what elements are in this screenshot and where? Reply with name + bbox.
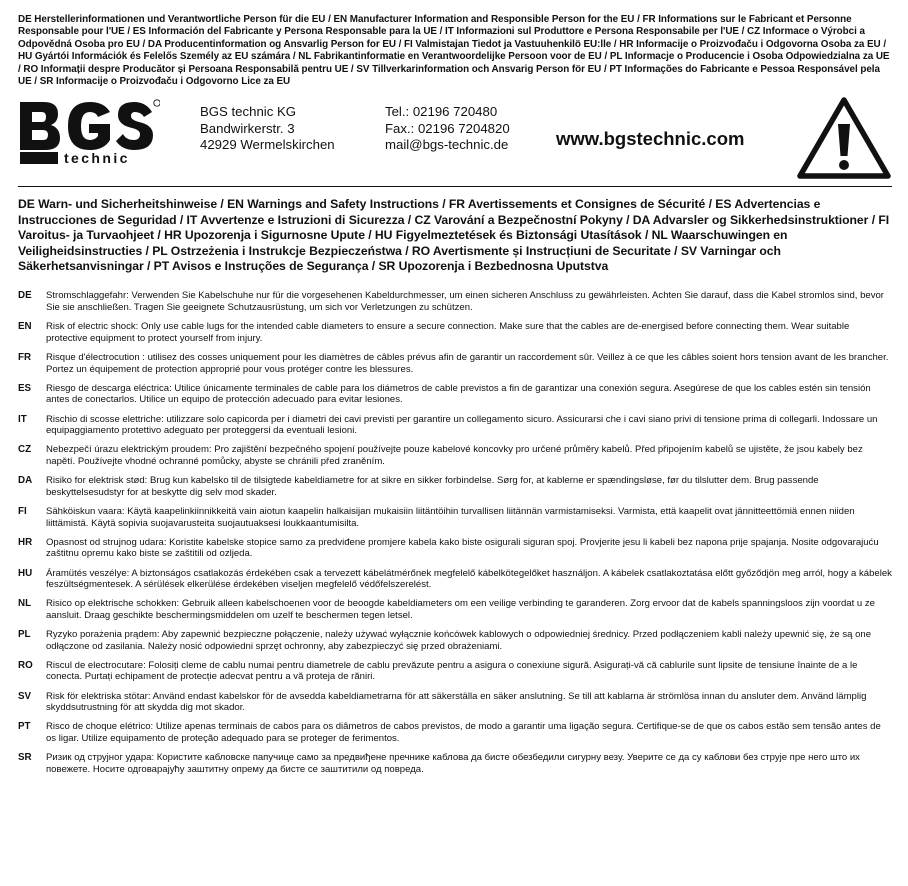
language-code: FI xyxy=(18,505,27,517)
warning-item xyxy=(18,414,892,437)
warning-item xyxy=(18,691,892,714)
language-code: NL xyxy=(18,598,32,610)
email-address: mail@bgs-technic.de xyxy=(385,137,509,153)
warning-item xyxy=(18,598,892,621)
phone-number: Tel.: 02196 720480 xyxy=(385,104,498,120)
warning-text: Risk för elektriska stötar: Använd endast kabelskor för de avsedda kabeldiametrarna för att säkerställa en säker anslutning. Se till att kablarna är strömlösa innan du ansluter dem. Använd lämplig skyddsutrustning för att skydda dig mot skador. xyxy=(46,690,867,714)
warning-item xyxy=(18,475,892,498)
warning-text: Risque d'électrocution : utilisez des cosses uniquement pour les diamètres de câbles prévus afin de garantir un raccordement sûr. Veillez à ce que les câbles soient hors tension avant de les brancher. Portez un équipement de protection approprié pour vous protéger contre les blessures. xyxy=(46,352,889,375)
warning-item xyxy=(18,383,892,406)
language-code: SR xyxy=(18,752,32,764)
warning-text: Risk of electric shock: Only use cable lugs for the intended cable diameters to ensure a secure connection. Make sure that the cables are de-energised before connecting them. Wear suitable protective equipment to protect yourself from injury. xyxy=(46,321,850,344)
warning-triangle-icon xyxy=(796,96,892,180)
language-code: ES xyxy=(18,382,32,394)
language-code: SV xyxy=(18,690,32,702)
warning-item xyxy=(18,629,892,652)
warning-text: Risiko for elektrisk stød: Brug kun kabelsko til de tilsigtede kabeldiametre for at sikre en sikker forbindelse. Sørg for, at kablerne er spændingsløse, før du tilslutter dem. Brug passende beskyttelsesudstyr for at beskytte dig selv mod skader. xyxy=(46,475,819,498)
warning-text: Opasnost od strujnog udara: Koristite kabelske stopice samo za predviđene promjere kabela kako biste osigurali siguran spoj. Provjerite jesu li kabeli bez napona prije spajanja. Nosite odgovarajuću zaštitnu opremu kako biste se zaštitili od ozljeda. xyxy=(46,536,879,560)
bgs-technic-logo xyxy=(18,98,160,164)
language-code: DA xyxy=(18,475,33,487)
warning-item xyxy=(18,444,892,467)
warning-item xyxy=(18,537,892,560)
company-name: BGS technic KG xyxy=(200,104,297,120)
warning-item xyxy=(18,321,892,344)
warning-item xyxy=(18,721,892,744)
website-url: www.bgstechnic.com xyxy=(556,128,745,150)
warning-text: Nebezpečí úrazu elektrickým proudem: Pro zajištění bezpečného spojení používejte pouze kabelové koncovky pro určené průměry kabelů. Před připojením kabelů se ujistěte, že jsou kabely bez napětí. Používejte vhodné ochranné pomůcky, abyste se chránili před zraněním. xyxy=(46,444,863,467)
manufacturer-info-heading: DE Herstellerinformationen und Verantwortliche Person für die EU / EN Manufacturer Information and Responsible Person for the EU / FR Informations sur le Fabricant et Personne Responsable pour l'UE / ES Información del Fabricante y Persona Responsable para la UE / IT Informazioni sul Produttore e Persona Responsabile per l'UE / CZ Informace o Výrobci a Odpovědná Osoba pro EU / DA Producentinformation og Ansvarlig Person for EU / FI Valmistajan Tiedot ja Vastuuhenkilö EU:lle / HR Informacije o Proizvođaču i Odgovorna Osoba za EU / HU Gyártói Információk és Felelős Személy az EU számára / NL Fabrikantinformatie en Verantwoordelijke Persoon voor de EU / PL Informacje o Producencie i Osoba Odpowiedzialna za UE / RO Informații despre Producător și Persoana Responsabilă pentru UE / SV Tillverkarinformation och Ansvarig Person för EU / PT Informações do Fabricante e Pessoa Responsável pela UE / SR Informacije o Proizvođaču i Odgovorno Lice za EU xyxy=(18,14,890,88)
language-code: RO xyxy=(18,659,33,671)
warning-text: Rischio di scosse elettriche: utilizzare solo capicorda per i diametri dei cavi previsti per garantire un collegamento sicuro. Assicurarsi che i cavi siano privi di tensione prima di collegarli. Indossare un equipaggiamento protettivo adeguato per proteggersi da eventuali lesioni. xyxy=(46,413,878,437)
warning-item xyxy=(18,352,892,375)
company-street: Bandwirkerstr. 3 xyxy=(200,120,295,136)
warning-item xyxy=(18,506,892,529)
language-code: PT xyxy=(18,721,31,733)
warning-text: Sähköiskun vaara: Käytä kaapelinkiinnikkeitä vain aiotun kaapelin halkaisijan mukaisiin liitäntöihin turvallisen liitännän varmistamiseksi. Varmista, että kaapelit ovat jännitteettömiä ennen niiden liittämistä. Käytä sopivia suojavarusteita suojautuaksesi loukkaantumisilta. xyxy=(46,505,855,529)
logo-wordmark: technic xyxy=(64,150,130,165)
warning-item xyxy=(18,660,892,683)
language-code: DE xyxy=(18,290,32,302)
warning-text: Riscul de electrocutare: Folosiți cleme de cablu numai pentru diametrele de cablu prevăzute pentru a asigura o conexiune sigură. Asigurați-vă că cablurile sunt lipsite de tensiune înainte de a le conecta. Purtați echipament de protecție adecvat pentru a vă proteja de răniri. xyxy=(46,659,858,683)
language-code: HR xyxy=(18,536,33,548)
warnings-list xyxy=(18,290,892,775)
fax-number: Fax.: 02196 7204820 xyxy=(385,120,510,136)
company-header xyxy=(18,96,892,174)
warning-item xyxy=(18,568,892,591)
warning-text: Áramütés veszélye: A biztonságos csatlakozás érdekében csak a tervezett kábelátmérőnek megfelelő kábelkötegelőket használjon. A kábelek csatlakoztatása előtt győződjön meg arról, hogy a kábelek feszültségmentesek. A sérülések elkerülése érdekében viseljen megfelelő védőfelszerelést. xyxy=(46,567,892,591)
company-address xyxy=(200,104,335,153)
language-code: HU xyxy=(18,567,33,579)
warning-text: Stromschlaggefahr: Verwenden Sie Kabelschuhe nur für die vorgesehenen Kabeldurchmesser, um einen sicheren Anschluss zu gewährleisten. Achten Sie darauf, dass die Kabel stromlos sind, bevor Sie sie anschließen. Tragen Sie geeignete Schutzausrüstung, um sich vor Verletzungen zu schützen. xyxy=(46,290,884,314)
warning-text: Ryzyko porażenia prądem: Aby zapewnić bezpieczne połączenie, należy używać wyłącznie końcówek kablowych o odpowiedniej średnicy. Przed podłączeniem kabli należy upewnić się, że są one odłączone od zasilania. Należy nosić odpowiedni sprzęt ochronny, aby zabezpieczyć się przed obrażeniami. xyxy=(46,629,872,652)
section-divider xyxy=(18,186,892,187)
warnings-heading: DE Warn- und Sicherheitshinweise / EN Warnings and Safety Instructions / FR Avertissements et Consignes de Sécurité / ES Advertencias e Instrucciones de Seguridad / IT Avvertenze e Istruzioni di Sicurezza / CZ Varování a Bezpečnostní Pokyny / DA Advarsler og Sikkerhedsinstruktioner / FI Varoitus- ja Turvaohjeet / HR Upozorenja i Sigurnosne Upute / HU Figyelmeztetések és Biztonsági Utasítások / NL Waarschuwingen en Veiligheidsinstructies / PL Ostrzeżenia i Instrukcje Bezpieczeństwa / RO Avertismente și Instrucțiuni de Securitate / SV Varningar och Säkerhetsanvisningar / PT Avisos e Instruções de Segurança / SR Upozorenja i Bezbednosna Uputstva xyxy=(18,197,890,274)
warning-text: Risco de choque elétrico: Utilize apenas terminais de cabos para os diâmetros de cabos previstos, de modo a garantir uma ligação segura. Certifique-se de que os cabos estão sem tensão antes de os ligar. Utilize equipamento de proteção adequado para se proteger de ferimentos. xyxy=(46,721,881,744)
warning-text: Risico op elektrische schokken: Gebruik alleen kabelschoenen voor de beoogde kabeldiameters om een veilige verbinding te garanderen. Zorg ervoor dat de kabels spanningsloos zijn voordat u ze aansluit. Draag geschikte beschermingsmiddelen om uzelf te beschermen tegen letsel. xyxy=(46,598,875,621)
document-page xyxy=(18,14,892,783)
language-code: FR xyxy=(18,352,32,364)
warning-item xyxy=(18,290,892,313)
language-code: PL xyxy=(18,629,31,641)
language-code: IT xyxy=(18,413,27,425)
warning-text: Ризик од струјног удара: Користите кабловске папучице само за предвиђене пречнике каблова да бисте обезбедили сигурну везу. Уверите се да су каблови без струје пре него што их повежете. Носите одговарајућу заштитну опрему да бисте се заштитили од повреда. xyxy=(46,752,860,775)
warning-item xyxy=(18,752,892,775)
language-code: CZ xyxy=(18,444,32,456)
company-contact xyxy=(385,104,510,153)
language-code: EN xyxy=(18,321,32,333)
warning-text: Riesgo de descarga eléctrica: Utilice únicamente terminales de cable para los diámetros de cable previstos a fin de garantizar una conexión segura. Asegúrese de que los cables estén sin tensión antes de conectarlos. Utilice un equipo de protección adecuado para evitar lesiones. xyxy=(46,382,871,406)
company-city: 42929 Wermelskirchen xyxy=(200,137,335,153)
